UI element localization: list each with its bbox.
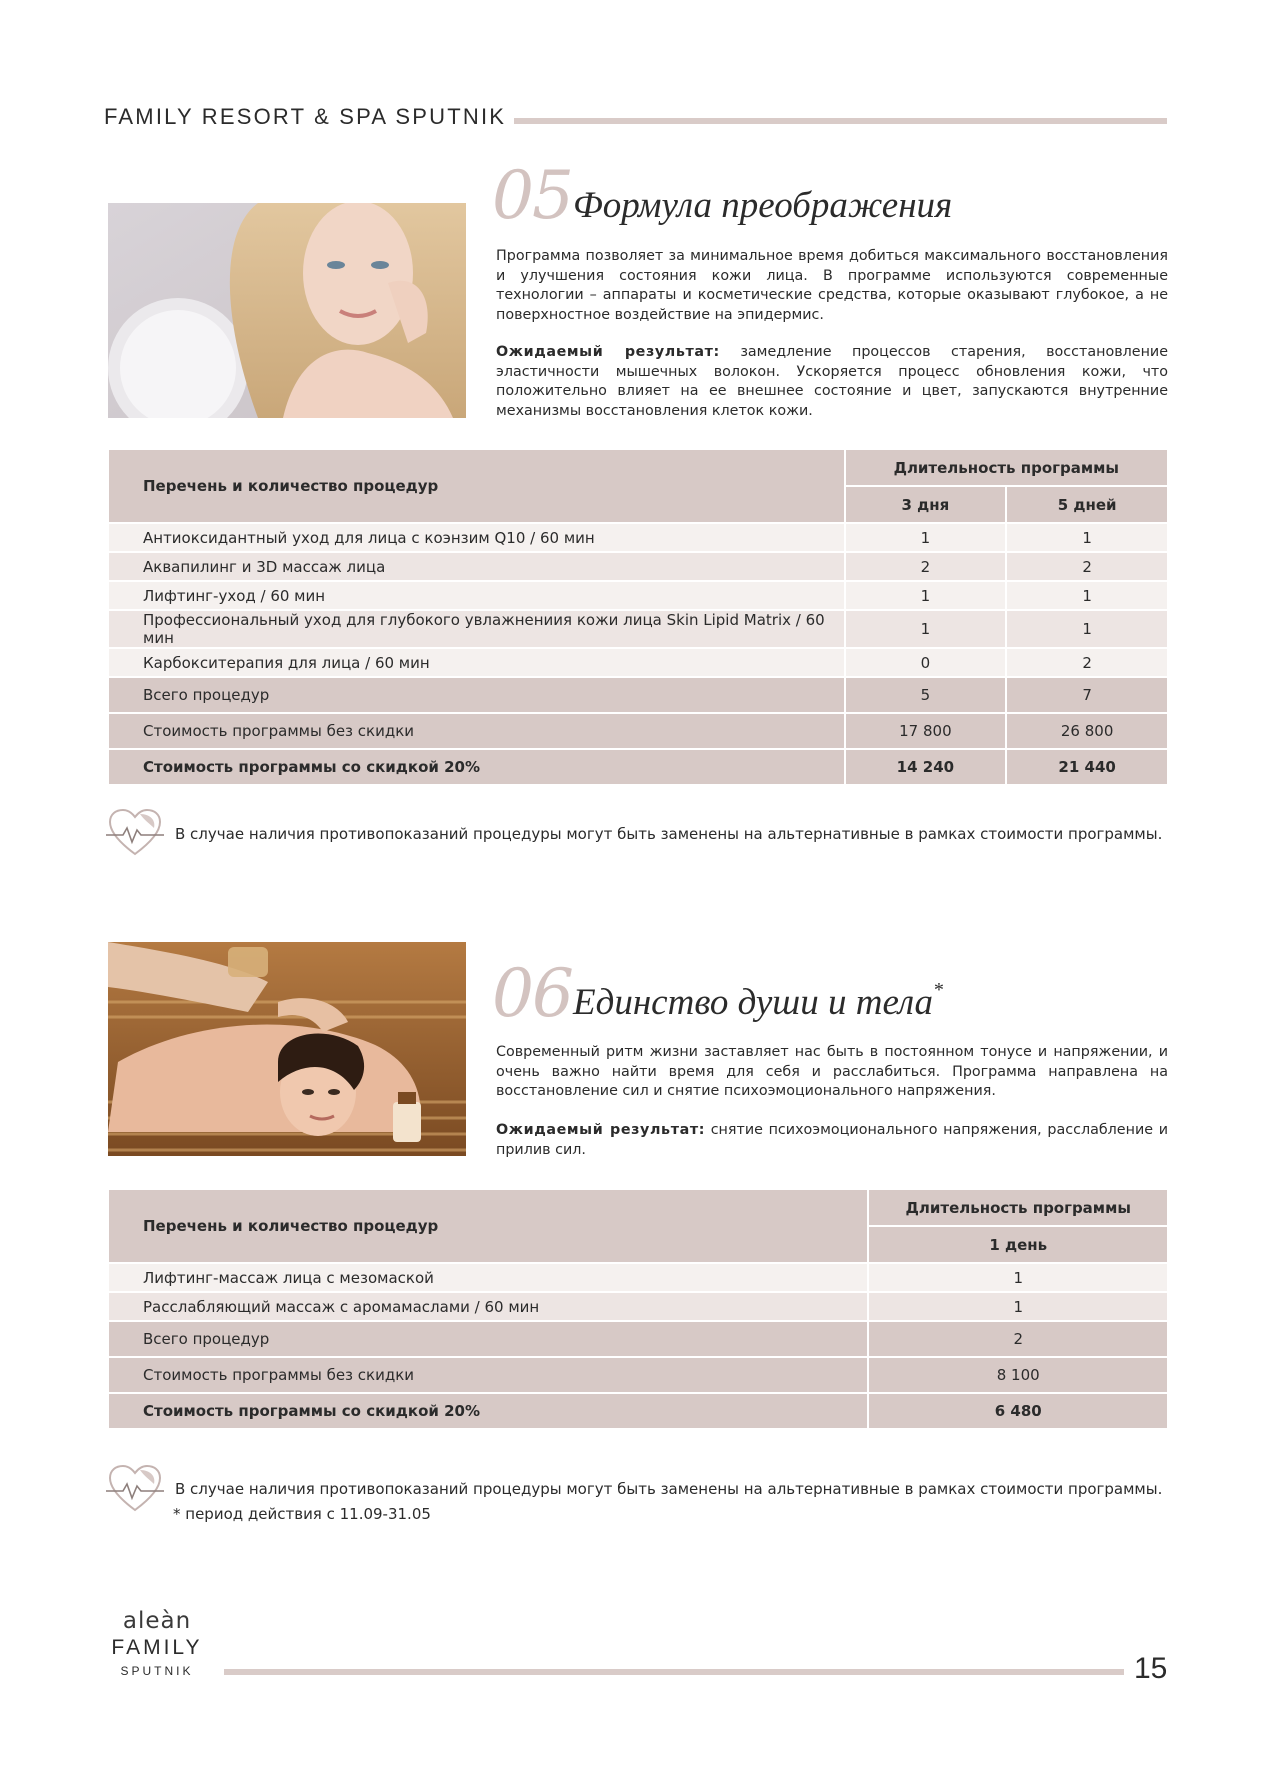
- price-value: 26 800: [1006, 713, 1168, 749]
- table-row: [108, 552, 1168, 581]
- price-label: Стоимость программы без скидки: [108, 713, 845, 749]
- header-title: FAMILY RESORT & SPA SPUTNIK: [104, 104, 507, 129]
- duration-3-days: 3 дня: [845, 486, 1007, 523]
- section-06-number: 06: [492, 955, 572, 1032]
- procedure-count: 1: [1006, 610, 1168, 648]
- header-rule: [514, 118, 1167, 124]
- section-06-note: В случае наличия противопоказаний процедуры могут быть заменены на альтернативные в рамках стоимости программы.: [175, 1480, 1163, 1498]
- section-06-title-wrap: [573, 979, 944, 1023]
- procedure-name: Карбокситерапия для лица / 60 мин: [108, 648, 845, 677]
- section-06-result-label: Ожидаемый результат:: [496, 1122, 706, 1138]
- total-value: 2: [868, 1321, 1168, 1357]
- duration-header: Длительность программы: [868, 1189, 1168, 1226]
- section-05-result-text: замедление процессов старения, восстановление эластичности мышечных волокон. Ускоряется процесс обновления кожи, что положительно влияет на ее внешнее состояние и цвет, запускаются внутренние механизмы восстановления клеток кожи.: [496, 344, 1169, 419]
- section-06-title: Единство души и тела: [573, 982, 934, 1023]
- massage-photo: [108, 942, 466, 1156]
- duration-5-days: 5 дней: [1006, 486, 1168, 523]
- section-06-result: [496, 1121, 1168, 1160]
- logo-family: FAMILY: [111, 1636, 203, 1659]
- section-05-intro: Программа позволяет за минимальное время добиться максимального восстановления и улучшения состояния кожи лица. В программе используются современные технологии – аппараты и косметические средства, которые оказывают глубокое, а не поверхностное воздействие на эпидермис.: [496, 248, 1168, 323]
- table-row: [108, 1263, 1168, 1292]
- section-05-note: В случае наличия противопоказаний процедуры могут быть заменены на альтернативные в рамках стоимости программы.: [175, 825, 1163, 843]
- duration-header: Длительность программы: [845, 449, 1168, 486]
- section-05-result: [496, 343, 1168, 421]
- price-label: Стоимость программы без скидки: [108, 1357, 868, 1393]
- discount-label: Стоимость программы со скидкой 20%: [108, 749, 845, 785]
- section-05-result-label: Ожидаемый результат:: [496, 344, 720, 360]
- total-value: 7: [1006, 677, 1168, 713]
- price-row: [108, 1357, 1168, 1393]
- procedure-count: 2: [1006, 648, 1168, 677]
- page-number: 15: [1134, 1652, 1168, 1685]
- total-value: 5: [845, 677, 1007, 713]
- procedure-count: 1: [845, 610, 1007, 648]
- woman-face-photo: [108, 203, 466, 418]
- table-col-header: Перечень и количество процедур: [108, 449, 845, 523]
- section-06-table: [107, 1188, 1169, 1430]
- section-06-title-mark: *: [933, 979, 944, 1001]
- procedure-count: 1: [845, 523, 1007, 552]
- procedure-name: Лифтинг-массаж лица с мезомаской: [108, 1263, 868, 1292]
- section-05-table: [107, 448, 1169, 786]
- table-row: [108, 581, 1168, 610]
- procedure-name: Антиоксидантный уход для лица с коэнзим Q10 / 60 мин: [108, 523, 845, 552]
- procedure-name: Аквапилинг и 3D массаж лица: [108, 552, 845, 581]
- discount-value: 21 440: [1006, 749, 1168, 785]
- footer-rule: [224, 1669, 1124, 1675]
- table-col-header: Перечень и количество процедур: [108, 1189, 868, 1263]
- logo-alean: aleàn: [122, 1608, 192, 1634]
- price-value: 17 800: [845, 713, 1007, 749]
- total-label: Всего процедур: [108, 677, 845, 713]
- table-row: [108, 523, 1168, 552]
- discount-row: [108, 749, 1168, 785]
- price-value: 8 100: [868, 1357, 1168, 1393]
- discount-row: [108, 1393, 1168, 1429]
- price-row: [108, 713, 1168, 749]
- table-row: [108, 1292, 1168, 1321]
- procedure-count: 1: [845, 581, 1007, 610]
- procedure-count: 1: [1006, 581, 1168, 610]
- table-row: [108, 648, 1168, 677]
- procedure-count: 2: [845, 552, 1007, 581]
- section-06-intro: Современный ритм жизни заставляет нас быть в постоянном тонусе и напряжении, и очень важно найти время для себя и расслабиться. Программа направлена на восстановление сил и снятие психоэмоционального напряжения.: [496, 1044, 1168, 1100]
- procedure-name: Лифтинг-уход / 60 мин: [108, 581, 845, 610]
- procedure-count: 1: [868, 1292, 1168, 1321]
- heart-pulse-icon: [106, 808, 164, 858]
- alean-family-logo: [102, 1607, 212, 1681]
- discount-label: Стоимость программы со скидкой 20%: [108, 1393, 868, 1429]
- section-05-title: Формула преображения: [573, 185, 953, 226]
- table-row: [108, 610, 1168, 648]
- section-05-number: 05: [492, 157, 572, 234]
- discount-value: 14 240: [845, 749, 1007, 785]
- procedure-name: Профессиональный уход для глубокого увлажнениия кожи лица Skin Lipid Matrix / 60 мин: [108, 610, 845, 648]
- section-06-result-text: снятие психоэмоционального напряжения, расслабление и прилив сил.: [496, 1122, 1168, 1158]
- procedure-name: Расслабляющий массаж с аромамаслами / 60 мин: [108, 1292, 868, 1321]
- duration-1-day: 1 день: [868, 1226, 1168, 1263]
- discount-value: 6 480: [868, 1393, 1168, 1429]
- section-06-period: * период действия с 11.09-31.05: [173, 1505, 431, 1523]
- logo-sputnik: SPUTNIK: [120, 1664, 194, 1678]
- page-header: [104, 104, 1167, 134]
- procedure-count: 1: [1006, 523, 1168, 552]
- procedure-count: 2: [1006, 552, 1168, 581]
- total-label: Всего процедур: [108, 1321, 868, 1357]
- total-row: [108, 677, 1168, 713]
- heart-pulse-icon: [106, 1464, 164, 1514]
- procedure-count: 1: [868, 1263, 1168, 1292]
- total-row: [108, 1321, 1168, 1357]
- procedure-count: 0: [845, 648, 1007, 677]
